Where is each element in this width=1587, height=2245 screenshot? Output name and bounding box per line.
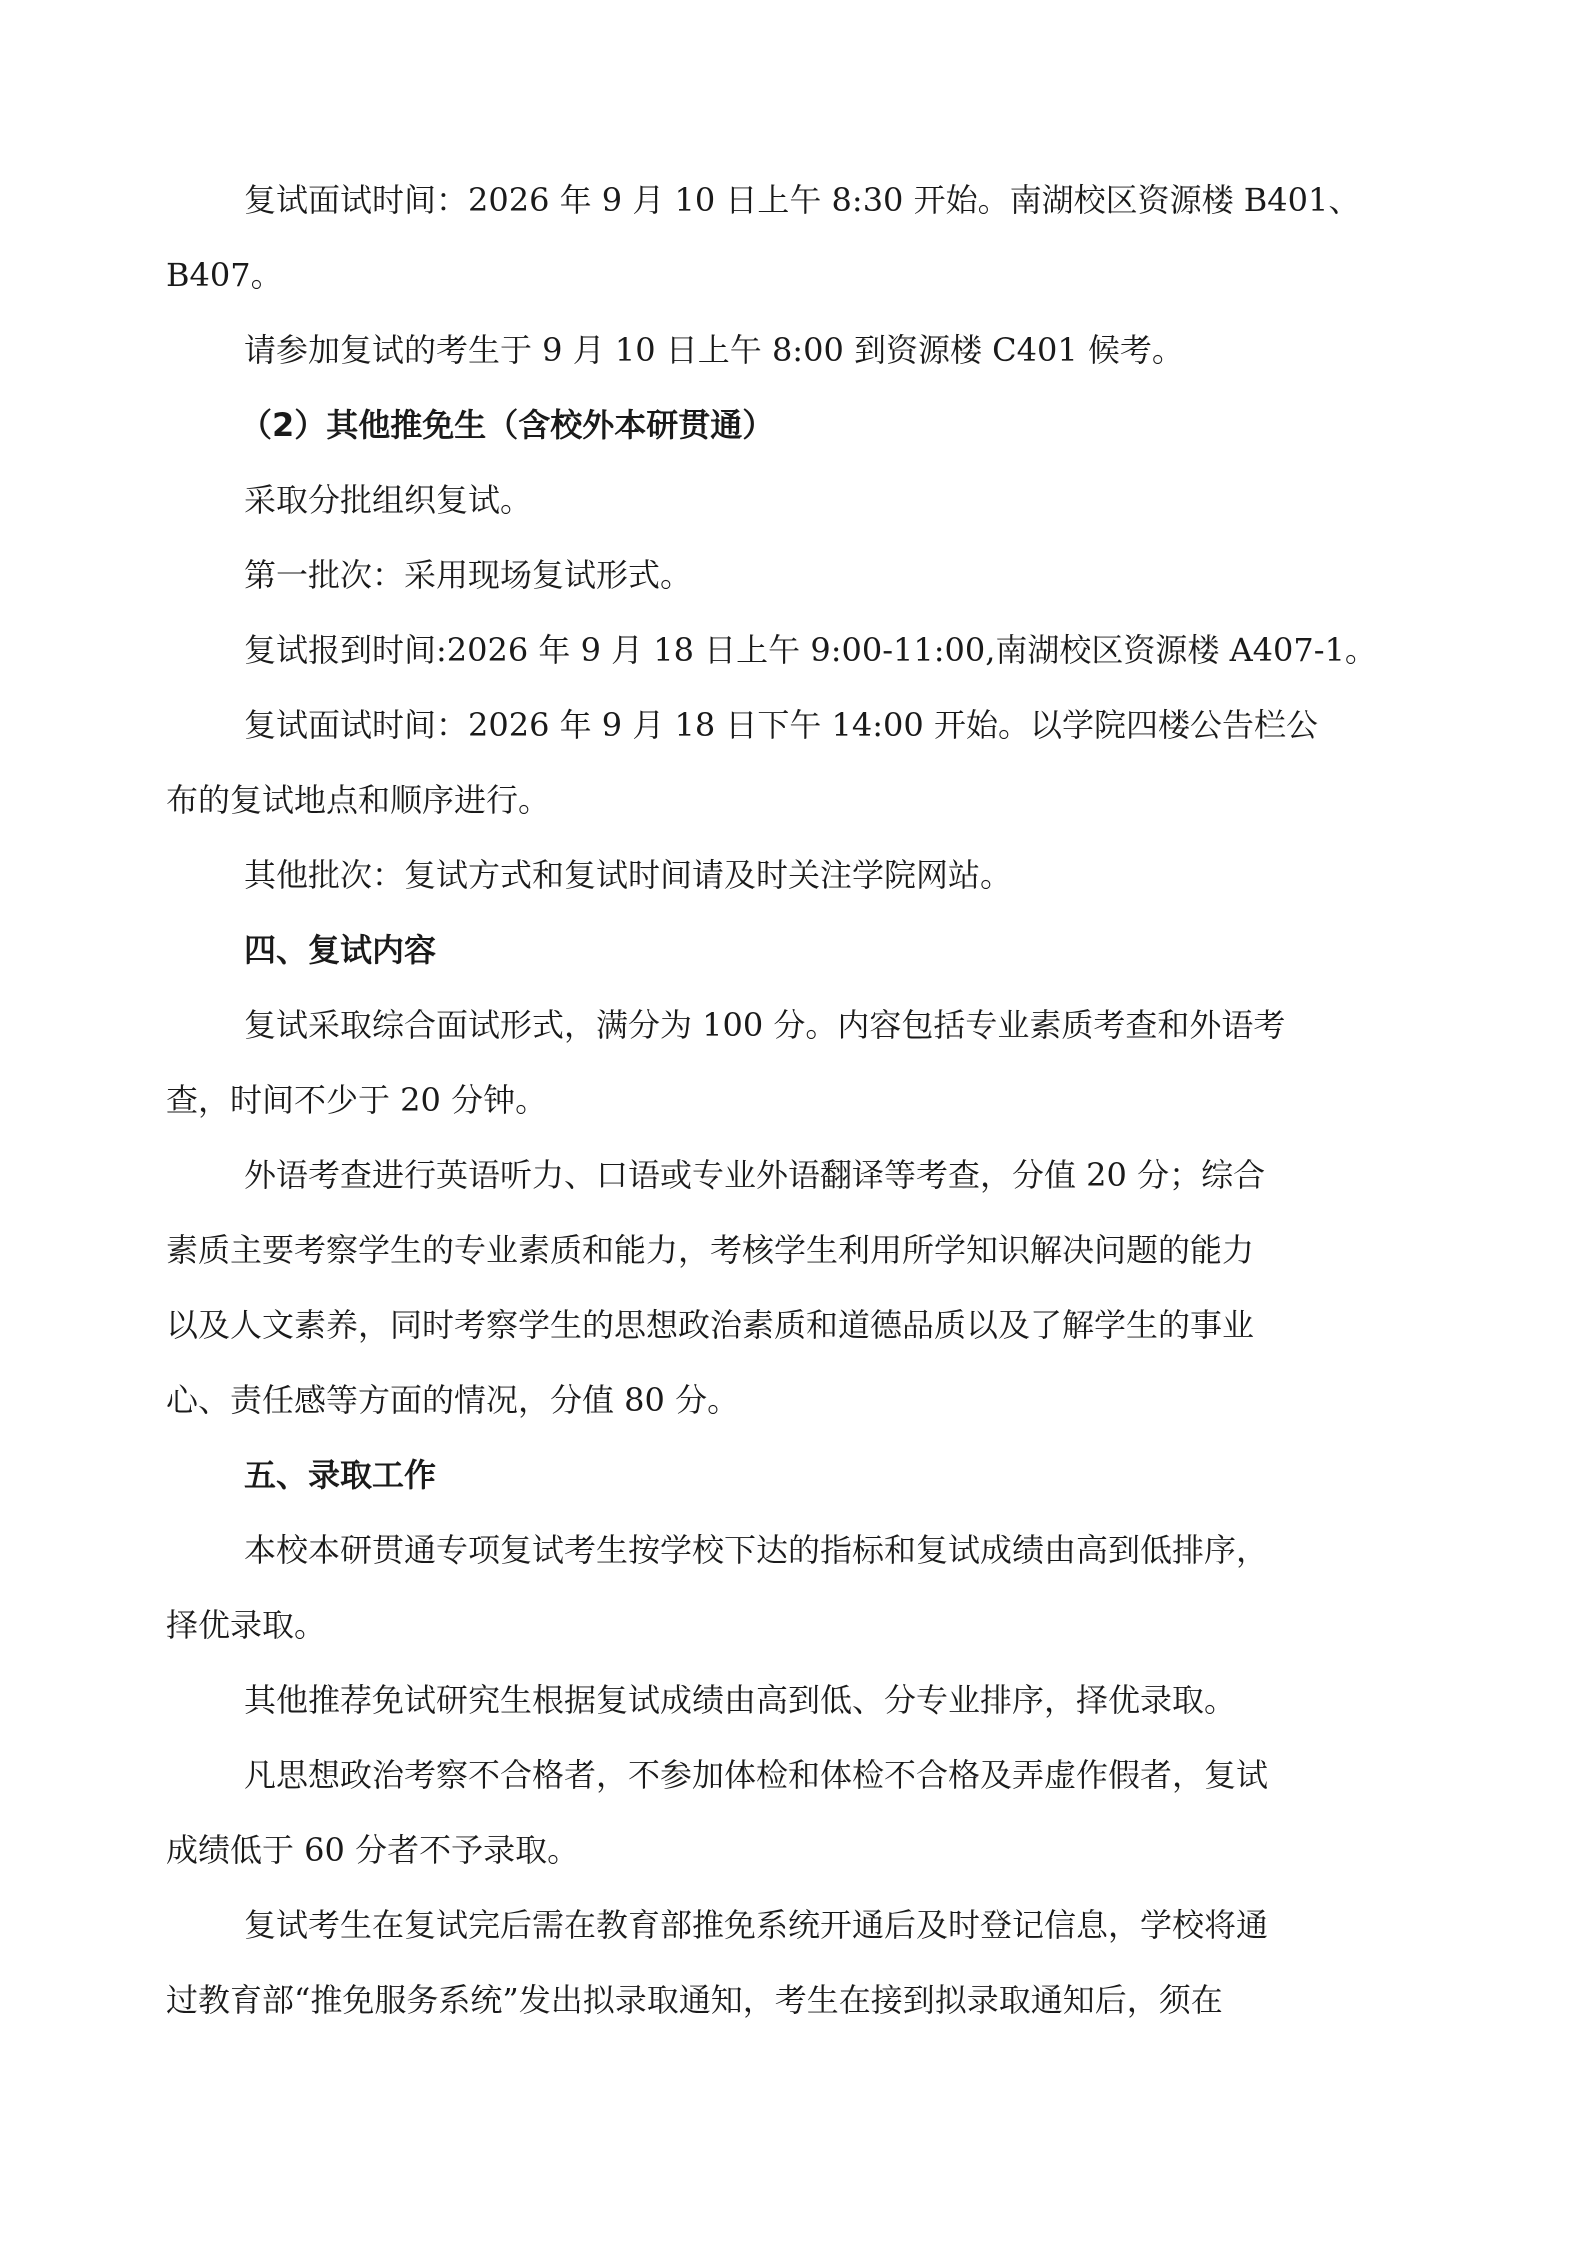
paragraph-line: 复试面试时间：2026 年 9 月 18 日下午 14:00 开始。以学院四楼公告栏公 [244, 706, 1318, 744]
paragraph-line: 择优录取。 [166, 1606, 327, 1644]
paragraph-line: 复试考生在复试完后需在教育部推免系统开通后及时登记信息，学校将通 [244, 1906, 1269, 1944]
paragraph-line: 本校本研贯通专项复试考生按学校下达的指标和复试成绩由高到低排序， [244, 1531, 1269, 1569]
paragraph-line: 素质主要考察学生的专业素质和能力，考核学生利用所学知识解决问题的能力 [166, 1231, 1255, 1269]
paragraph-line: 布的复试地点和顺序进行。 [166, 781, 551, 819]
paragraph-line: 凡思想政治考察不合格者，不参加体检和体检不合格及弄虚作假者，复试 [244, 1756, 1269, 1794]
paragraph-line: 以及人文素养，同时考察学生的思想政治素质和道德品质以及了解学生的事业 [166, 1306, 1255, 1344]
paragraph-line: 成绩低于 60 分者不予录取。 [166, 1831, 580, 1869]
paragraph-line: 复试报到时间:2026 年 9 月 18 日上午 9:00-11:00,南湖校区资源楼 A407-1。 [244, 631, 1377, 669]
paragraph-line: 复试面试时间：2026 年 9 月 10 日上午 8:30 开始。南湖校区资源楼 B401、 [244, 181, 1361, 219]
paragraph-line: 请参加复试的考生于 9 月 10 日上午 8:00 到资源楼 C401 候考。 [244, 331, 1184, 369]
section-heading: 五、录取工作 [244, 1456, 437, 1494]
paragraph-line: B407。 [166, 256, 283, 294]
paragraph-line: 复试采取综合面试形式，满分为 100 分。内容包括专业素质考查和外语考 [244, 1006, 1286, 1044]
paragraph-line: 其他推荐免试研究生根据复试成绩由高到低、分专业排序，择优录取。 [244, 1681, 1237, 1719]
paragraph-line: 其他批次：复试方式和复试时间请及时关注学院网站。 [244, 856, 1013, 894]
paragraph-line: 采取分批组织复试。 [244, 481, 533, 519]
paragraph-line: 外语考查进行英语听力、口语或专业外语翻译等考查，分值 20 分；综合 [244, 1156, 1266, 1194]
section-heading: 四、复试内容 [244, 931, 437, 969]
paragraph-line: 心、责任感等方面的情况，分值 80 分。 [166, 1381, 740, 1419]
paragraph-line: 查，时间不少于 20 分钟。 [166, 1081, 548, 1119]
section-subheading: （2）其他推免生（含校外本研贯通） [240, 406, 775, 444]
paragraph-line: 过教育部“推免服务系统”发出拟录取通知，考生在接到拟录取通知后，须在 [166, 1981, 1223, 2019]
paragraph-line: 第一批次：采用现场复试形式。 [244, 556, 693, 594]
